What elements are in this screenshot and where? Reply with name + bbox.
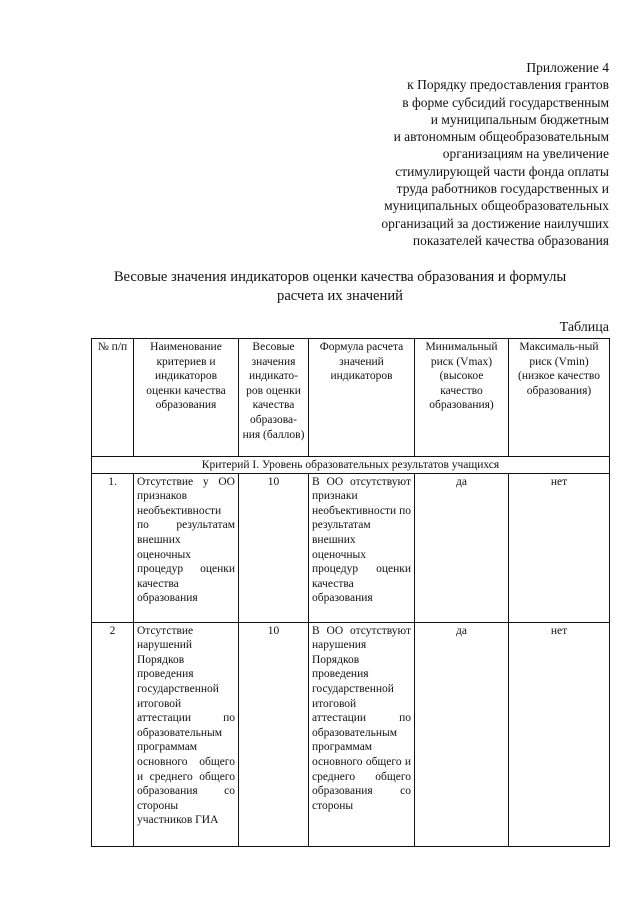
row-min-risk: да — [415, 473, 509, 622]
row-weight: 10 — [239, 473, 309, 622]
header-formula: Формула расчета значений индикаторов — [309, 339, 415, 457]
appendix-line: стимулирующей части фонда оплаты — [395, 163, 609, 179]
criterion-title: Критерий I. Уровень образовательных результатов учащихся — [92, 457, 610, 474]
appendix-line: организаций за достижение наилучших — [381, 215, 609, 231]
header-criteria: Наименование критериев и индикаторов оценки качества образования — [134, 339, 239, 457]
row-formula: В ОО отсутствуют нарушения Порядков проведения государственной итоговой аттестации по образовательным программам основного общего и среднего общего образования со стороны — [309, 622, 415, 846]
appendix-line: в форме субсидий государственным — [402, 94, 609, 110]
appendix-line: труда работников государственных и — [396, 181, 609, 197]
criterion-row — [92, 457, 610, 474]
row-indicator-name: Отсутствие у ОО признаков необъективности по результатам внешних оценочных процедур оценки качества образования — [134, 473, 239, 622]
appendix-line: Приложение 4 — [526, 60, 609, 75]
document-title-line1: Весовые значения индикаторов оценки качества образования и формулы — [113, 269, 567, 285]
appendix-line: показателей качества образования — [412, 232, 609, 248]
table-row — [92, 622, 610, 846]
row-number: 1. — [92, 473, 134, 622]
appendix-line: и муниципальным бюджетным — [430, 111, 609, 127]
header-number: № п/п — [92, 339, 134, 457]
table-row — [92, 473, 610, 622]
appendix-line: муниципальных общеобразовательных — [384, 198, 609, 214]
appendix-note — [309, 59, 609, 249]
header-max-risk: Максималь-ный риск (Vmin) (низкое качество образования) — [509, 339, 610, 457]
row-max-risk: нет — [509, 473, 610, 622]
document-title-line2: расчета их значений — [277, 288, 403, 304]
row-min-risk: да — [415, 622, 509, 846]
header-weight: Весовые значения индикато-ров оценки качества образова-ния (баллов) — [239, 339, 309, 457]
row-max-risk: нет — [509, 622, 610, 846]
indicators-table — [91, 338, 610, 847]
row-number: 2 — [92, 622, 134, 846]
row-formula: В ОО отсутствуют признаки необъективности по результатам внешних оценочных процедур оценки качества образования — [309, 473, 415, 622]
appendix-line: к Порядку предоставления грантов — [407, 77, 609, 93]
table-label: Таблица — [559, 320, 609, 335]
appendix-line: организациям на увеличение — [442, 146, 609, 162]
appendix-line: и автономным общеобразовательным — [393, 129, 609, 145]
header-min-risk: Минимальный риск (Vmax) (высокое качество образования) — [415, 339, 509, 457]
table-header-row — [92, 339, 610, 457]
row-weight: 10 — [239, 622, 309, 846]
document-title — [60, 268, 620, 306]
row-indicator-name: Отсутствие нарушений Порядков проведения государственной итоговой аттестации по образовательным программам основного общего и среднего общего образования со стороны участников ГИА — [134, 622, 239, 846]
